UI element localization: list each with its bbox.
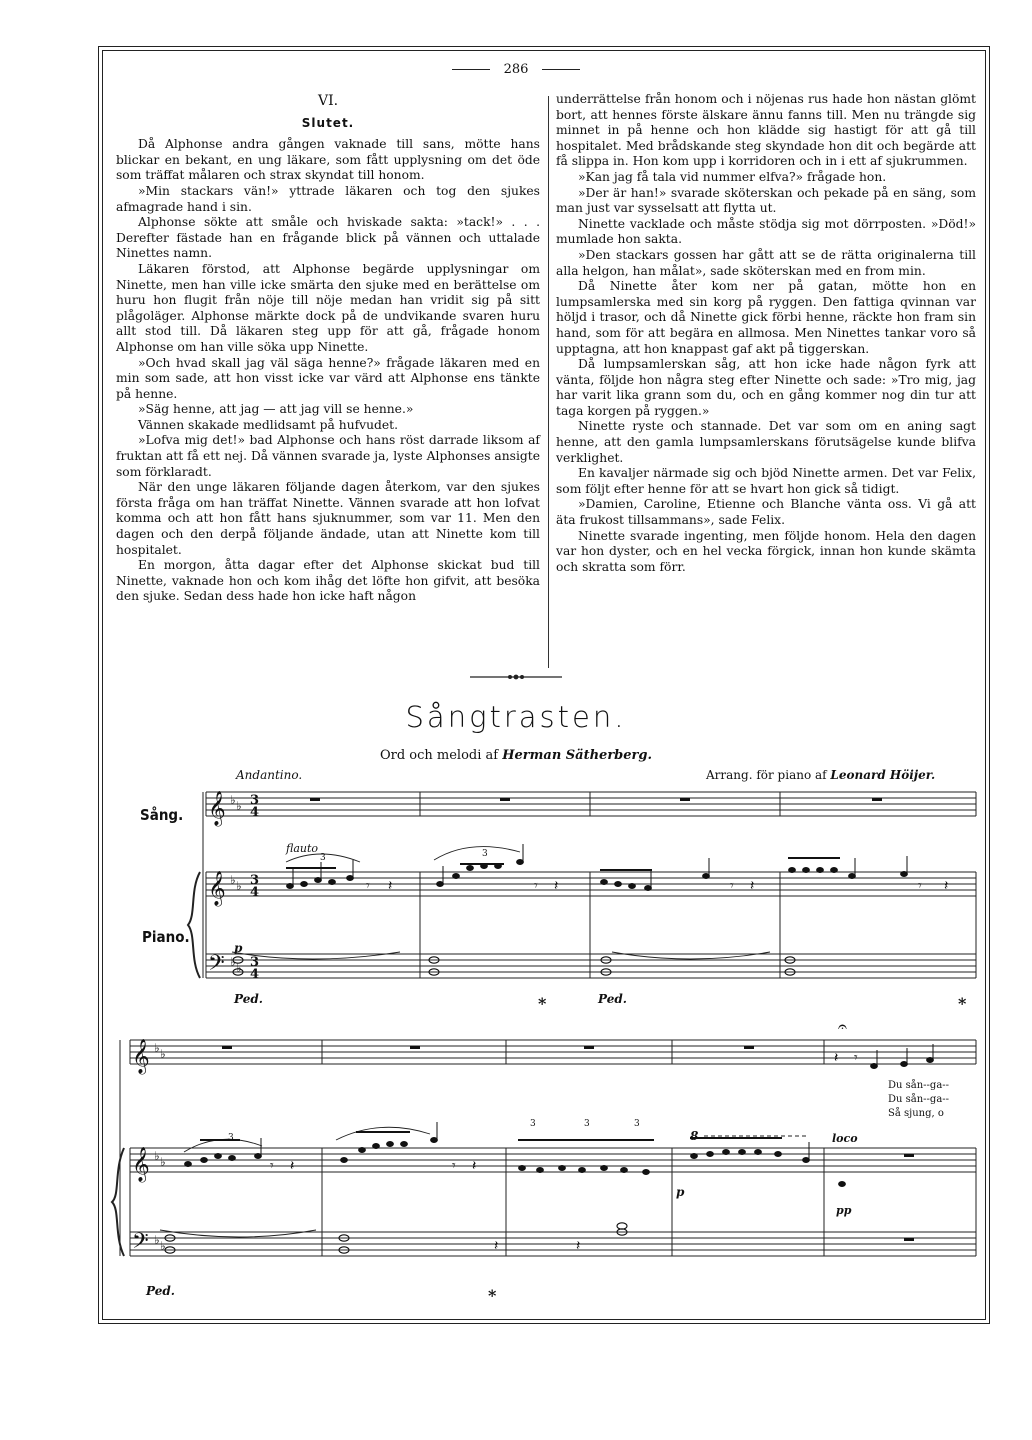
flat-icon: ♭ xyxy=(230,793,236,807)
rest-icon: 𝄾 xyxy=(452,1158,456,1174)
lyric-line: Du sån--ga-- xyxy=(888,1080,950,1091)
note-head xyxy=(755,1149,762,1154)
credit-name: Herman Sätherberg. xyxy=(502,748,653,763)
piano-brace-2 xyxy=(112,1148,124,1256)
note-head xyxy=(849,873,856,878)
flat-icon: ♭ xyxy=(154,1149,160,1163)
voice-label: Sång. xyxy=(140,806,184,824)
chapter-number: VI. xyxy=(317,93,339,109)
note-head xyxy=(707,1151,714,1156)
rest-icon: 𝄽 xyxy=(472,1158,477,1174)
voice-staff-2 xyxy=(130,1040,976,1064)
whole-rest xyxy=(680,798,690,801)
whole-rest xyxy=(410,1046,420,1049)
note-head xyxy=(839,1181,846,1186)
note-head xyxy=(901,871,908,876)
paragraph: »Kan jag få tala vid nummer elfva?» frågade hon. xyxy=(578,169,887,184)
rest-icon: 𝄾 xyxy=(730,878,734,894)
triplet-mark: 3 xyxy=(634,1119,640,1129)
paragraph: Ninette svarade ingenting, men följde honom. Hela den dagen var hon dyster, och en hel vecka förgick, innan hon kunde skämta och skratta som förr. xyxy=(556,528,976,574)
arrangement-prefix: Arrang. för piano af xyxy=(706,768,827,782)
whole-rest xyxy=(500,798,510,801)
whole-rest xyxy=(904,1154,914,1157)
note-head xyxy=(615,881,622,886)
paragraph: Ninette ryste och stannade. Det var som om en aning sagt henne, att den gamla lumpsamlerskans förutsägelse kunde blifva verklighet. xyxy=(556,419,976,465)
paragraph: En morgon, åtta dagar efter det Alphonse skickat bud till Ninette, vaknade hon och kom ihåg det löfte hon gifvit, att besöka den sjuke. Sedan dess hade hon icke haft någon xyxy=(116,558,540,604)
time-sig-bottom: 4 xyxy=(250,967,260,982)
dynamic-p: p xyxy=(234,941,243,955)
paragraph: »Min stackars vän!» yttrade läkaren och tog den sjukes afmagrade hand i sin. xyxy=(116,183,540,214)
note-head xyxy=(453,873,460,878)
paragraph: Då Ninette åter kom ner på gatan, mötte hon en lumpsamlerska med sin korg på ryggen. Den fattiga qvinnan var höljd i trasor, och då Ninette gick förbi henne, räckte hon fram sin hand, som för att begära en allmosa. Men Ninettes tankar voro så upptagna, att hon knappast gaf akt på tiggerskan. xyxy=(556,279,976,356)
triplet-mark: 3 xyxy=(530,1119,536,1129)
rest-icon: 𝄽 xyxy=(944,878,949,894)
note-head xyxy=(817,867,824,872)
paragraph: Alphonse sökte att småle och hviskade sakta: »tack!» . . . Derefter fästade han en frågande blick på vännen och uttalade Ninettes namn. xyxy=(116,215,540,261)
dynamic-p: p xyxy=(676,1185,685,1199)
note-head xyxy=(645,885,652,890)
note-head xyxy=(643,1169,650,1174)
note-head xyxy=(559,1165,566,1170)
paragraph: »Lofva mig det!» bad Alphonse och hans röst darrade liksom af fruktan att få ett nej. Då vännen svarade ja, lyste Alphonses ansigte som förklaradt. xyxy=(116,433,540,479)
note-head xyxy=(359,1147,366,1152)
treble-clef-icon: 𝄞 xyxy=(208,791,226,826)
treble-clef-icon: 𝄞 xyxy=(132,1039,150,1074)
note-head xyxy=(601,1165,608,1170)
pedal-release: * xyxy=(538,994,547,1013)
rest-icon: 𝄽 xyxy=(750,878,755,894)
note-head xyxy=(255,1153,262,1158)
note-head xyxy=(775,1151,782,1156)
flat-icon: ♭ xyxy=(160,1047,166,1061)
flat-icon: ♭ xyxy=(154,1041,160,1055)
note-head xyxy=(347,875,354,880)
paragraph: När den unge läkaren följande dagen återkom, var den sjukes första fråga om han träffat Ninette. Vännen svarade att hon lofvat komma och att hon fått hans sjuknummer, som var 11. Men den dagen och den derpå följande ändade, utan att Ninette kom till hospitalet. xyxy=(116,480,540,557)
paragraph: underrättelse från honom och i nöjenas rus hade hon nästan glömt bort, att hennes förste älskare ännu fanns till. Men nu trängde sig minnet in på henne och hon klädde sig hastigt för att gå till hospitalet. Med brådskande steg skyndade hon dit och begärde att få slippa in. Hon kom upp i korridoren och in i ett af sjukrummen. xyxy=(556,92,976,169)
slur xyxy=(434,847,520,860)
note-head xyxy=(215,1153,222,1158)
note-head xyxy=(831,867,838,872)
note-head xyxy=(301,881,308,886)
triplet-mark: 3 xyxy=(584,1119,590,1129)
rest-icon: 𝄽 xyxy=(834,1050,839,1066)
ottava-marking: 8 xyxy=(690,1129,699,1143)
barlines-1 xyxy=(206,792,976,978)
triplet-mark: 3 xyxy=(320,853,326,863)
whole-rest xyxy=(744,1046,754,1049)
paragraph: Vännen skakade medlidsamt på hufvudet. xyxy=(138,417,399,432)
tie xyxy=(612,952,770,959)
flat-icon: ♭ xyxy=(160,1239,166,1253)
note-head xyxy=(201,1157,208,1162)
tie xyxy=(160,1230,316,1237)
rest-icon: 𝄾 xyxy=(366,878,370,894)
pedal-release: * xyxy=(488,1286,497,1305)
lyric-line: Du sån--ga-- xyxy=(888,1094,950,1105)
rest-icon: 𝄾 xyxy=(854,1050,858,1066)
rest-icon: 𝄽 xyxy=(388,878,393,894)
piano-treble-staff-2 xyxy=(130,1148,976,1172)
time-sig-top: 3 xyxy=(250,955,260,970)
rest-icon: 𝄽 xyxy=(554,878,559,894)
note-head xyxy=(329,879,336,884)
rest-icon: 𝄽 xyxy=(576,1238,581,1254)
note-head xyxy=(387,1141,394,1146)
rest-icon: 𝄽 xyxy=(494,1238,499,1254)
note-head xyxy=(401,1141,408,1146)
flat-icon: ♭ xyxy=(160,1155,166,1169)
note-head xyxy=(803,1157,810,1162)
chapter-title: Slutet. xyxy=(301,115,355,130)
lyric-line: Så sjung, o xyxy=(888,1108,944,1119)
paragraph: »Säg henne, att jag — att jag vill se henne.» xyxy=(138,402,414,417)
note-head xyxy=(927,1057,934,1062)
note-head xyxy=(229,1155,236,1160)
note-head xyxy=(341,1157,348,1162)
piano-bass-staff-2 xyxy=(130,1232,976,1256)
note-head xyxy=(431,1137,438,1142)
flat-icon: ♭ xyxy=(154,1233,160,1247)
credit-prefix: Ord och melodi af xyxy=(379,748,499,763)
rest-icon: 𝄾 xyxy=(270,1158,274,1174)
flat-icon: ♭ xyxy=(230,873,236,887)
whole-rest xyxy=(872,798,882,801)
page-number: 286 xyxy=(503,62,529,77)
note-head xyxy=(601,879,608,884)
pedal-marking: Ped. xyxy=(146,1284,175,1298)
whole-rest xyxy=(222,1046,232,1049)
flat-icon: ♭ xyxy=(236,879,242,893)
whole-rest xyxy=(904,1238,914,1241)
paragraph: »Och hvad skall jag väl säga henne?» frågade läkaren med en min som sade, att hon visst icke var värd att Alphonse ens tänkte på henne. xyxy=(116,355,540,401)
note-head xyxy=(185,1161,192,1166)
note-head xyxy=(287,883,294,888)
triplet-mark: 3 xyxy=(228,1133,234,1143)
time-sig-bottom: 4 xyxy=(250,805,260,820)
note-head xyxy=(691,1153,698,1158)
flat-icon: ♭ xyxy=(236,961,242,975)
voice-staff-1 xyxy=(206,792,976,816)
treble-clef-icon: 𝄞 xyxy=(132,1147,150,1182)
paragraph: »Damien, Caroline, Etienne och Blanche vänta oss. Vi gå att äta frukost tillsammans», sade Felix. xyxy=(556,497,976,528)
note-head xyxy=(315,877,322,882)
time-sig-top: 3 xyxy=(250,793,260,808)
rest-icon: 𝄾 xyxy=(534,878,538,894)
piano-brace-1 xyxy=(188,872,200,978)
paragraph: Då Alphonse andra gången vaknade till sans, mötte hans blickar en bekant, en ung läkare, som fått upplysning om det öde som träffat målaren och strax skyndat till honom. xyxy=(116,137,540,183)
note-head xyxy=(373,1143,380,1148)
bass-clef-icon: 𝄢 xyxy=(208,951,225,981)
fermata-icon: 𝄐 xyxy=(838,1017,847,1036)
note-head xyxy=(517,859,524,864)
slur xyxy=(336,1127,430,1140)
bass-clef-icon: 𝄢 xyxy=(132,1229,149,1259)
note-head xyxy=(537,1167,544,1172)
piano-label: Piano. xyxy=(142,928,190,946)
whole-rest xyxy=(584,1046,594,1049)
half-note-head xyxy=(617,1223,627,1229)
note-head xyxy=(789,867,796,872)
rest-icon: 𝄽 xyxy=(290,1158,295,1174)
pedal-release: * xyxy=(958,994,967,1013)
pedal-marking: Ped. xyxy=(234,992,263,1006)
note-head xyxy=(579,1167,586,1172)
note-head xyxy=(901,1061,908,1066)
paragraph: »Den stackars gossen har gått att se de rätta originalerna till alla helgon, han målat», sade sköterskan med en from min. xyxy=(556,247,976,278)
time-sig-bottom: 4 xyxy=(250,885,260,900)
tempo-marking: Andantino. xyxy=(236,768,303,782)
paragraph: Ninette vacklade och måste stödja sig mot dörrposten. »Död!» mumlade hon sakta. xyxy=(556,216,976,247)
loco-marking: loco xyxy=(832,1132,858,1145)
flat-icon: ♭ xyxy=(230,955,236,969)
note-head xyxy=(437,881,444,886)
note-head xyxy=(803,867,810,872)
note-head xyxy=(871,1063,878,1068)
flat-icon: ♭ xyxy=(236,799,242,813)
note-head xyxy=(629,883,636,888)
paragraph: En kavaljer närmade sig och bjöd Ninette armen. Det var Felix, som följt efter henne för att se hvart hon gick så tidigt. xyxy=(556,466,976,496)
paragraph: »Der är han!» svarade sköterskan och pekade på en säng, som man just var sysselsatt att flytta ut. xyxy=(556,185,976,216)
note-head xyxy=(519,1165,526,1170)
whole-rest xyxy=(310,798,320,801)
flauto-marking: flauto xyxy=(286,842,319,855)
treble-clef-icon: 𝄞 xyxy=(208,871,226,906)
piano-bass-staff-1 xyxy=(206,954,976,978)
note-head xyxy=(467,865,474,870)
note-head xyxy=(703,873,710,878)
dynamic-pp: pp xyxy=(836,1204,852,1217)
slur xyxy=(184,1139,262,1152)
note-head xyxy=(739,1149,746,1154)
song-title: Sångtrasten. xyxy=(405,700,627,734)
arrangement-name: Leonard Höijer. xyxy=(830,768,936,782)
triplet-mark: 3 xyxy=(482,849,488,859)
time-sig-top: 3 xyxy=(250,873,260,888)
paragraph: Läkaren förstod, att Alphonse begärde upplysningar om Ninette, men han ville icke smärta den sjuke med en berättelse om huru hon flugit från nöje till nöje medan han vridit sig på sitt plågoläger. Alphonse märkte dock på de undvikande svaren huru allt stod till. Då läkaren steg upp för att gå, frågade honom Alphonse om han ville söka upp Ninette. xyxy=(116,261,540,354)
rest-icon: 𝄾 xyxy=(918,878,922,894)
note-head xyxy=(723,1149,730,1154)
paragraph: Då lumpsamlerskan såg, att hon icke hade någon fyrk att vänta, följde hon några steg efter Ninette och sade: »Tro mig, jag har varit lika grann som du, och en gång kommer nog din tur att taga korgen på ryggen.» xyxy=(556,357,976,418)
note-head xyxy=(621,1167,628,1172)
pedal-marking: Ped. xyxy=(598,992,627,1006)
